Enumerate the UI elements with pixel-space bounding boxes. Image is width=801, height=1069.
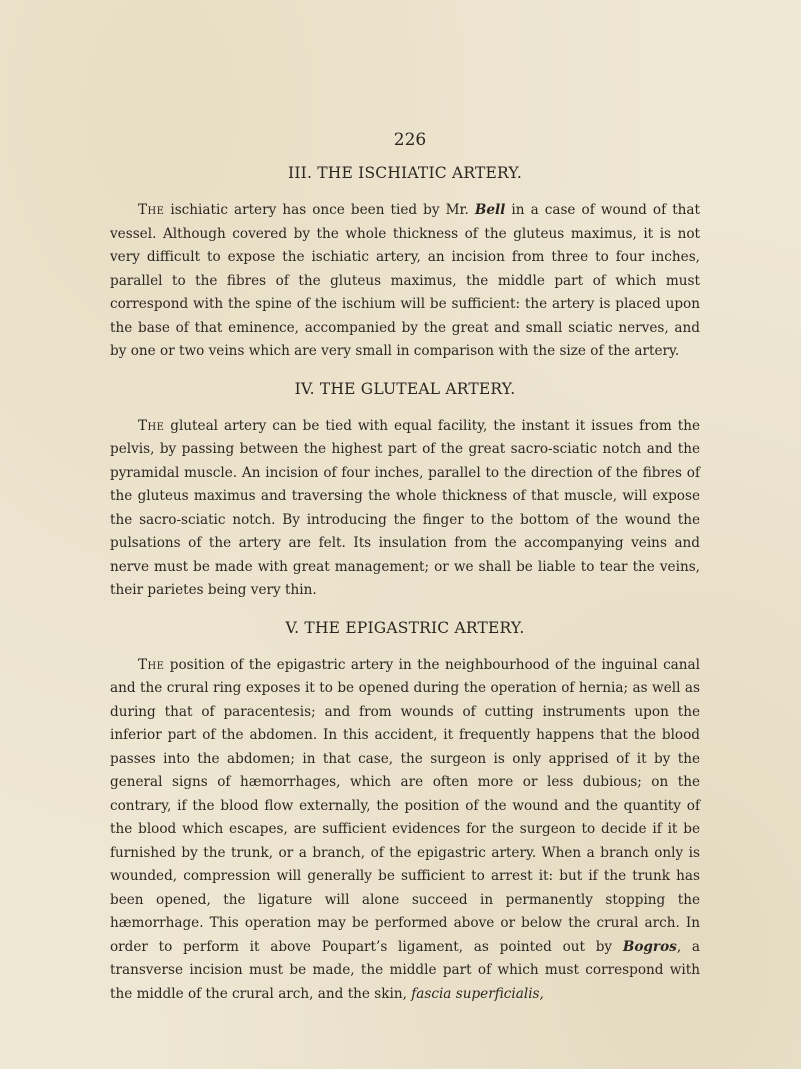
paragraph-text: gluteal artery can be tied with equal facility, the instant it issues from the pelvis, by passing between the highest part of the great sacro-sciatic notch and the pyramidal muscle. An incision of four inches, parallel to the direction of the fibres of the gluteus maximus and traversing the whole thickness of that muscle, will expose the sacro-sciatic notch. By introducing the finger to the bottom of the wound the pulsations of the artery are felt. Its insulation from the accompanying veins and nerve must be made with great management; or we shall be liable to tear the veins, their parietes being very thin. [110,417,700,598]
paragraph-gluteal [110,415,700,603]
paragraph-lead: The [138,202,165,218]
section-title-epigastric: V. THE EPIGASTRIC ARTERY. [285,618,525,637]
paragraph-text: in a case of wound of that vessel. Although covered by the whole thickness of the gluteus maximus, it is not very difficult to expose the ischiatic artery, an incision from three to four inches, parallel to the fibres of the gluteus maximus, the middle part of which must correspond with the spine of the ischium will be sufficient: the artery is placed upon the base of that eminence, accompanied by the great and small sciatic nerves, and by one or two veins which are very small in comparison with the size of the artery. [110,202,700,359]
paragraph-text: position of the epigastric artery in the neighbourhood of the inguinal canal and the crural ring exposes it to be opened during the operation of hernia; as well as during that of paracentesis; and from wounds of cutting instruments upon the inferior part of the abdomen. In this accident, it frequently happens that the blood passes into the abdomen; in that case, the surgeon is only apprised of it by the general signs of hæmorrhages, which are often more or less dubious; on the contrary, if the blood flow externally, the position of the wound and the quantity of the blood which escapes, are sufficient evidences for the surgeon to decide if it be furnished by the trunk, or a branch, of the epigastric artery. When a branch only is wounded, compression will generally be sufficient to arrest it: but if the trunk has been opened, the ligature will alone succeed in permanently stopping the hæmorrhage. This operation may be performed above or below the crural arch. In order to perform it above Poupart’s ligament, as pointed out by [110,656,700,955]
paragraph-text: ischiatic artery has once been tied by Mr. [164,202,475,218]
anatomical-term: fascia superficialis, [411,985,544,1002]
page-number: 226 [393,130,427,150]
paragraph-lead: The [138,656,165,673]
paragraph-lead: The [138,417,165,434]
paragraph-text: , a transverse incision must be made, the middle part of which must correspond with the middle of the crural arch, and the skin, [110,938,700,1002]
paragraph-epigastric [110,654,700,1007]
section-title-gluteal: IV. THE GLUTEAL ARTERY. [294,379,516,398]
surgeon-name: Bell [474,202,506,218]
section-title-ischiatic: III. THE ISCHIATIC ARTERY. [288,164,522,182]
book-page [110,130,700,1022]
surgeon-name: Bogros [622,938,677,955]
paragraph-ischiatic [110,199,700,364]
